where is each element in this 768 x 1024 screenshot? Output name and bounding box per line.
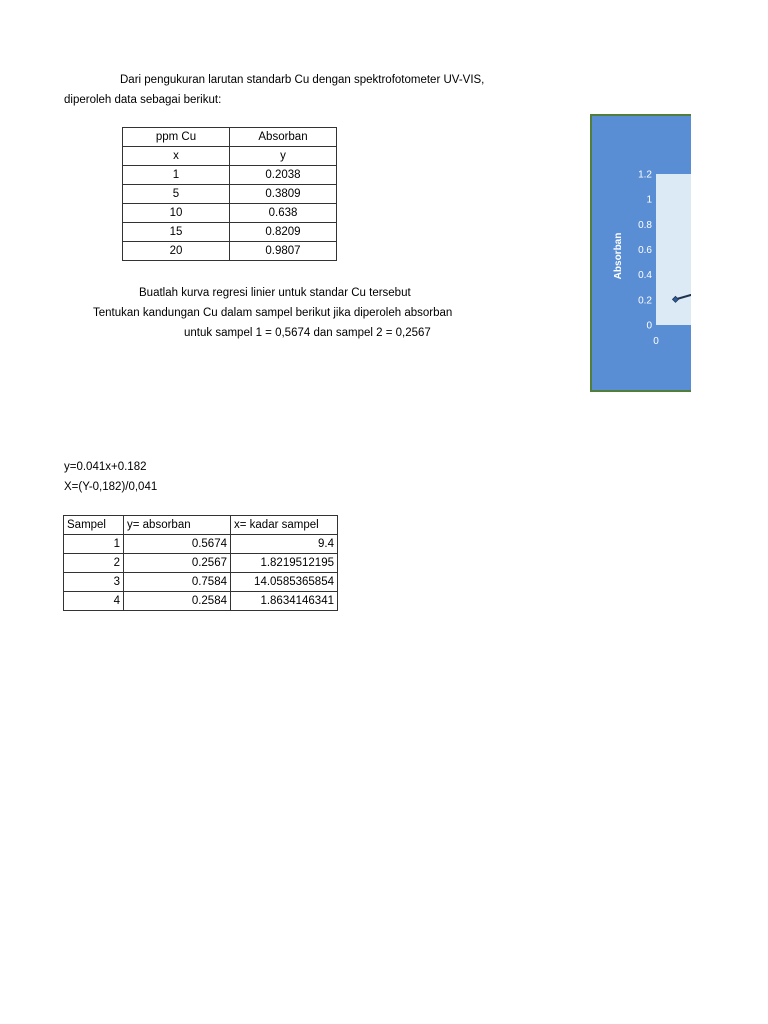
y-tick-label: 1 bbox=[646, 194, 652, 206]
table-cell: 1.8634146341 bbox=[231, 592, 338, 611]
table-cell: 2 bbox=[64, 554, 124, 573]
header-cell: Sampel bbox=[64, 516, 124, 535]
task-line-3: untuk sampel 1 = 0,5674 dan sampel 2 = 0,2567 bbox=[184, 327, 431, 339]
table-cell: 0.2038 bbox=[230, 166, 337, 185]
table-cell: 1 bbox=[64, 535, 124, 554]
intro-line-1: Dari pengukuran larutan standarb Cu dengan spektrofotometer UV-VIS, bbox=[120, 74, 485, 86]
table-cell: 0.5674 bbox=[124, 535, 231, 554]
table-cell: 9.4 bbox=[231, 535, 338, 554]
table-row bbox=[123, 223, 337, 242]
header-cell: ppm Cu bbox=[123, 128, 230, 147]
table-cell: 3 bbox=[64, 573, 124, 592]
table-cell: 0.3809 bbox=[230, 185, 337, 204]
table-row bbox=[123, 242, 337, 261]
y-tick-label: 0.4 bbox=[638, 270, 652, 282]
table-cell: 0.2567 bbox=[124, 554, 231, 573]
table-row bbox=[64, 573, 338, 592]
table-row bbox=[64, 592, 338, 611]
header-cell: y bbox=[230, 147, 337, 166]
results-table bbox=[63, 515, 338, 611]
x-tick-label: 0 bbox=[653, 336, 659, 347]
task-line-1: Buatlah kurva regresi linier untuk standar Cu tersebut bbox=[139, 287, 411, 299]
header-cell: x bbox=[123, 147, 230, 166]
table-header-row bbox=[64, 516, 338, 535]
standard-table bbox=[122, 127, 337, 261]
table-cell: 0.7584 bbox=[124, 573, 231, 592]
equation-line-1: y=0.041x+0.182 bbox=[64, 461, 147, 473]
y-tick-label: 0.2 bbox=[638, 295, 652, 307]
header-cell: Absorban bbox=[230, 128, 337, 147]
y-axis-label: Absorban bbox=[613, 232, 624, 280]
task-line-2: Tentukan kandungan Cu dalam sampel berikut jika diperoleh absorban bbox=[93, 307, 453, 319]
table-cell: 14.0585365854 bbox=[231, 573, 338, 592]
header-cell: x= kadar sampel bbox=[231, 516, 338, 535]
header-cell: y= absorban bbox=[124, 516, 231, 535]
table-cell: 20 bbox=[123, 242, 230, 261]
y-tick-label: 0.8 bbox=[638, 219, 652, 231]
y-tick-label: 1.2 bbox=[638, 169, 652, 181]
intro-line-2: diperoleh data sebagai berikut: bbox=[64, 94, 222, 106]
table-row bbox=[123, 185, 337, 204]
y-tick-label: 0.6 bbox=[638, 245, 652, 256]
y-tick-label: 0 bbox=[646, 320, 652, 332]
table-row bbox=[123, 166, 337, 185]
table-header-row bbox=[123, 128, 337, 147]
table-cell: 0.638 bbox=[230, 204, 337, 223]
calibration-chart bbox=[590, 114, 691, 392]
table-subheader-row bbox=[123, 147, 337, 166]
table-cell: 1 bbox=[123, 166, 230, 185]
table-cell: 5 bbox=[123, 185, 230, 204]
table-cell: 0.2584 bbox=[124, 592, 231, 611]
table-cell: 10 bbox=[123, 204, 230, 223]
table-cell: 4 bbox=[64, 592, 124, 611]
equation-line-2: X=(Y-0,182)/0,041 bbox=[64, 481, 158, 493]
table-cell: 15 bbox=[123, 223, 230, 242]
table-cell: 0.9807 bbox=[230, 242, 337, 261]
table-cell: 1.8219512195 bbox=[231, 554, 338, 573]
table-row bbox=[64, 554, 338, 573]
table-row bbox=[123, 204, 337, 223]
table-cell: 0.8209 bbox=[230, 223, 337, 242]
table-row bbox=[64, 535, 338, 554]
chart-plot-area bbox=[656, 174, 691, 325]
